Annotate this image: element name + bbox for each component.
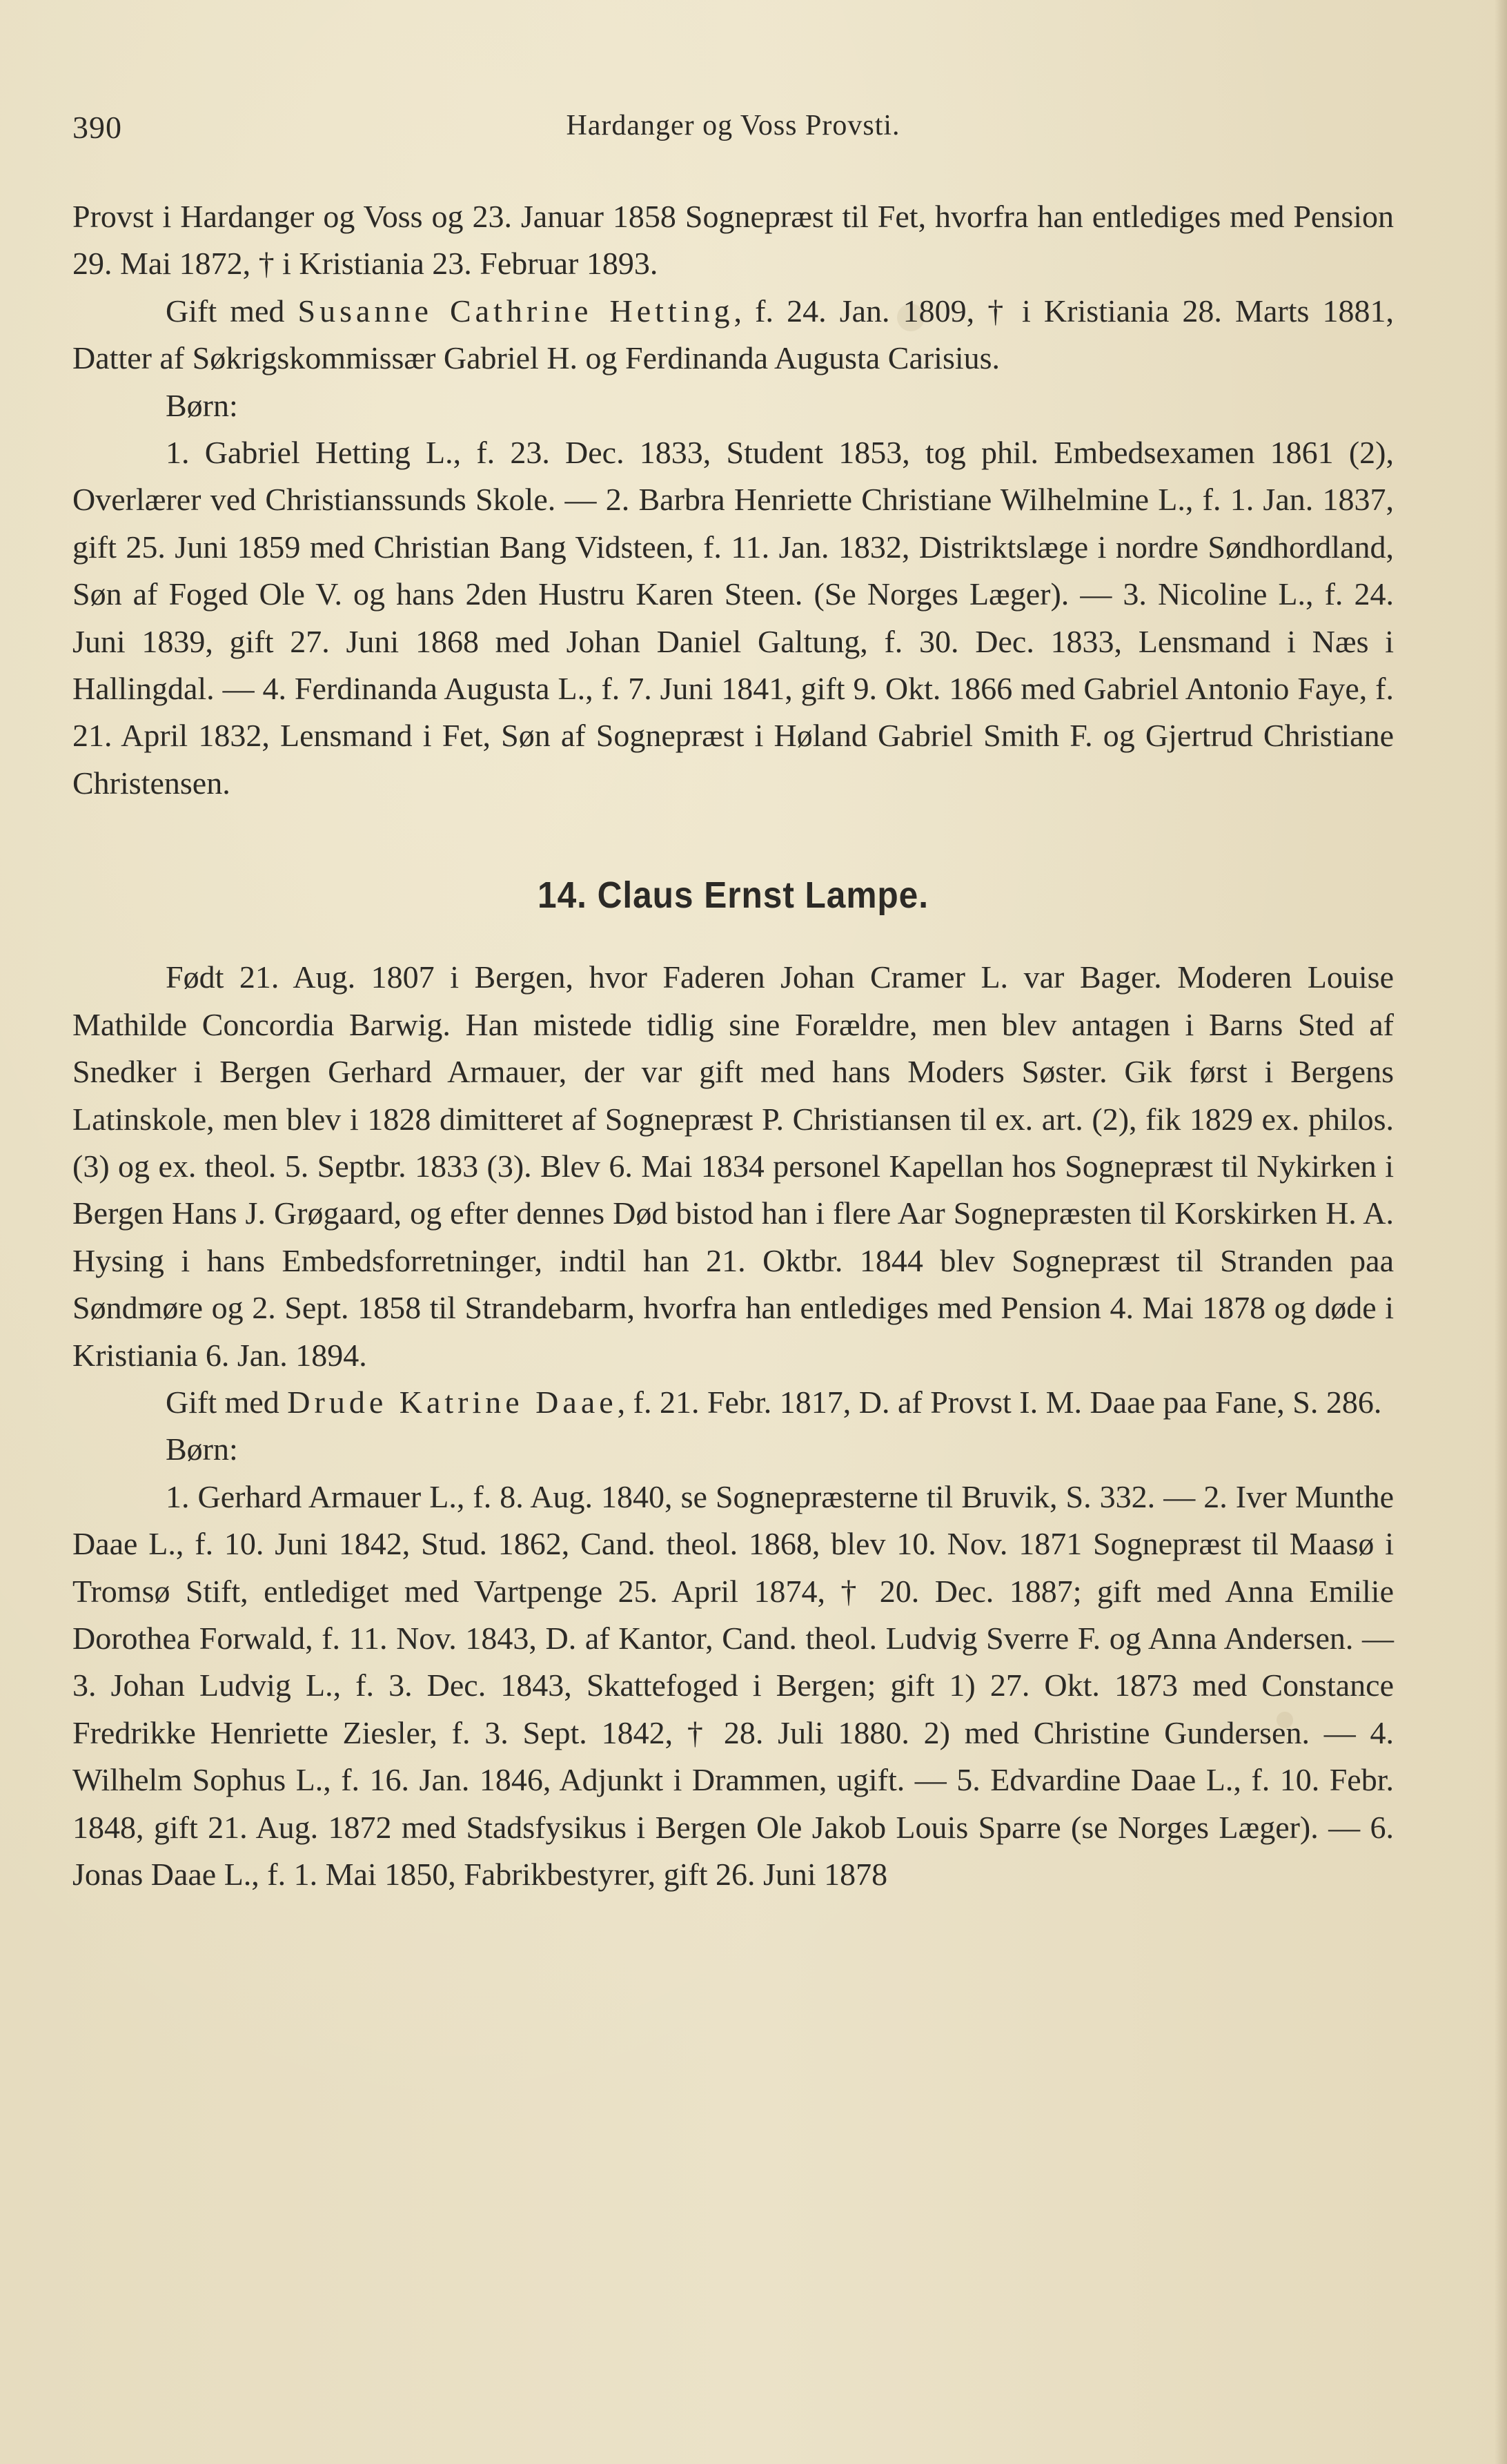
children-label: Børn: [166,387,238,423]
body-text [72,193,1394,1898]
spouse-name-2: Drude Katrine Daae [287,1384,618,1420]
marriage-paragraph-2 [72,1379,1394,1426]
continuation-paragraph: Provst i Hardanger og Voss og 23. Januar 1858 Sognepræst til Fet, hvorfra han entlediges med Pension 29. Mai 1872, † i Kristiania 23. Februar 1893. [72,199,1394,282]
children-paragraph-2: 1. Gerhard Armauer L., f. 8. Aug. 1840, se Sognepræsterne til Bruvik, S. 332. — 2. Iver Munthe Daae L., f. 10. Juni 1842, Stud. 1862, Cand. theol. 1868, blev 10. Nov. 1871 Sognepræst til Maasø i Tromsø Stift, entlediget med Vartpenge 25. April 1874, † 20. Dec. 1887; gift med Anna Emilie Dorothea Forwald, f. 11. Nov. 1843, D. af Kantor, Cand. theol. Ludvig Sverre F. og Anna Andersen. — 3. Johan Ludvig L., f. 3. Dec. 1843, Skattefoged i Bergen; gift 1) 27. Okt. 1873 med Constance Fredrikke Henriette Ziesler, f. 3. Sept. 1842, † 28. Juli 1880. 2) med Christine Gundersen. — 4. Wilhelm Sophus L., f. 16. Jan. 1846, Adjunkt i Drammen, ugift. — 5. Edvardine Daae L., f. 10. Febr. 1848, gift 21. Aug. 1872 med Stadsfysikus i Bergen Ole Jakob Louis Sparre (se Norges Læger). — 6. Jonas Daae L., f. 1. Mai 1850, Fabrikbestyrer, gift 26. Juni 1878 [72,1478,1394,1892]
running-title: Hardanger og Voss Provsti. [566,110,900,141]
children-label-2: Børn: [166,1431,238,1467]
marriage-prefix-2: Gift med [166,1384,279,1420]
marriage-paragraph [72,288,1394,382]
marriage-details: , f. 24. Jan. 1809, † i Kristiania 28. Marts 1881, Datter af Søkrigskommissær Gabriel H. og Ferdinanda Augusta Carisius. [72,293,1394,376]
biography-paragraph: Født 21. Aug. 1807 i Bergen, hvor Faderen Johan Cramer L. var Bager. Moderen Louise Mathilde Concordia Barwig. Han mistede tidlig sine Forældre, men blev antagen i Barns Sted af Snedker i Bergen Gerhard Armauer, der var gift med hans Moders Søster. Gik først i Bergens Latinskole, men blev i 1828 dimitteret af Sognepræst P. Christiansen til ex. art. (2), fik 1829 ex. philos. (3) og ex. theol. 5. Septbr. 1833 (3). Blev 6. Mai 1834 personel Kapellan hos Sognepræst til Nykirken i Bergen Hans J. Grøgaard, og efter dennes Død bistod han i flere Aar Sognepræsten til Korskirken H. A. Hysing i hans Embedsforretninger, indtil han 21. Oktbr. 1844 blev Sognepræst til Stranden paa Søndmøre og 2. Sept. 1858 til Strandebarm, hvorfra han entlediges med Pension 4. Mai 1878 og døde i Kristiania 6. Jan. 1894. [72,959,1394,1373]
marriage-details-2: , f. 21. Febr. 1817, D. af Provst I. M. Daae paa Fane, S. 286. [617,1384,1382,1420]
marriage-prefix: Gift med [166,293,285,329]
page-edge-shadow [1495,0,1507,2464]
spouse-name: Susanne Cathrine Hetting [297,293,734,329]
children-paragraph: 1. Gabriel Hetting L., f. 23. Dec. 1833, Student 1853, tog phil. Embedsexamen 1861 (2), Overlærer ved Christianssunds Skole. — 2. Barbra Henriette Christiane Wilhelmine L., f. 1. Jan. 1837, gift 25. Juni 1859 med Christian Bang Vidsteen, f. 11. Jan. 1832, Distriktslæge i nordre Søndhordland, Søn af Foged Ole V. og hans 2den Hustru Karen Steen. (Se Norges Læger). — 3. Nicoline L., f. 24. Juni 1839, gift 27. Juni 1868 med Johan Daniel Galtung, f. 30. Dec. 1833, Lensmand i Næs i Hallingdal. — 4. Ferdinanda Augusta L., f. 7. Juni 1841, gift 9. Okt. 1866 med Gabriel Antonio Faye, f. 21. April 1832, Lensmand i Fet, Søn af Sognepræst i Høland Gabriel Smith F. og Gjertrud Christiane Christensen. [72,435,1394,801]
page-number: 390 [72,110,122,145]
page-header [72,109,1394,157]
section-heading: 14. Claus Ernst Lampe. [538,874,929,917]
